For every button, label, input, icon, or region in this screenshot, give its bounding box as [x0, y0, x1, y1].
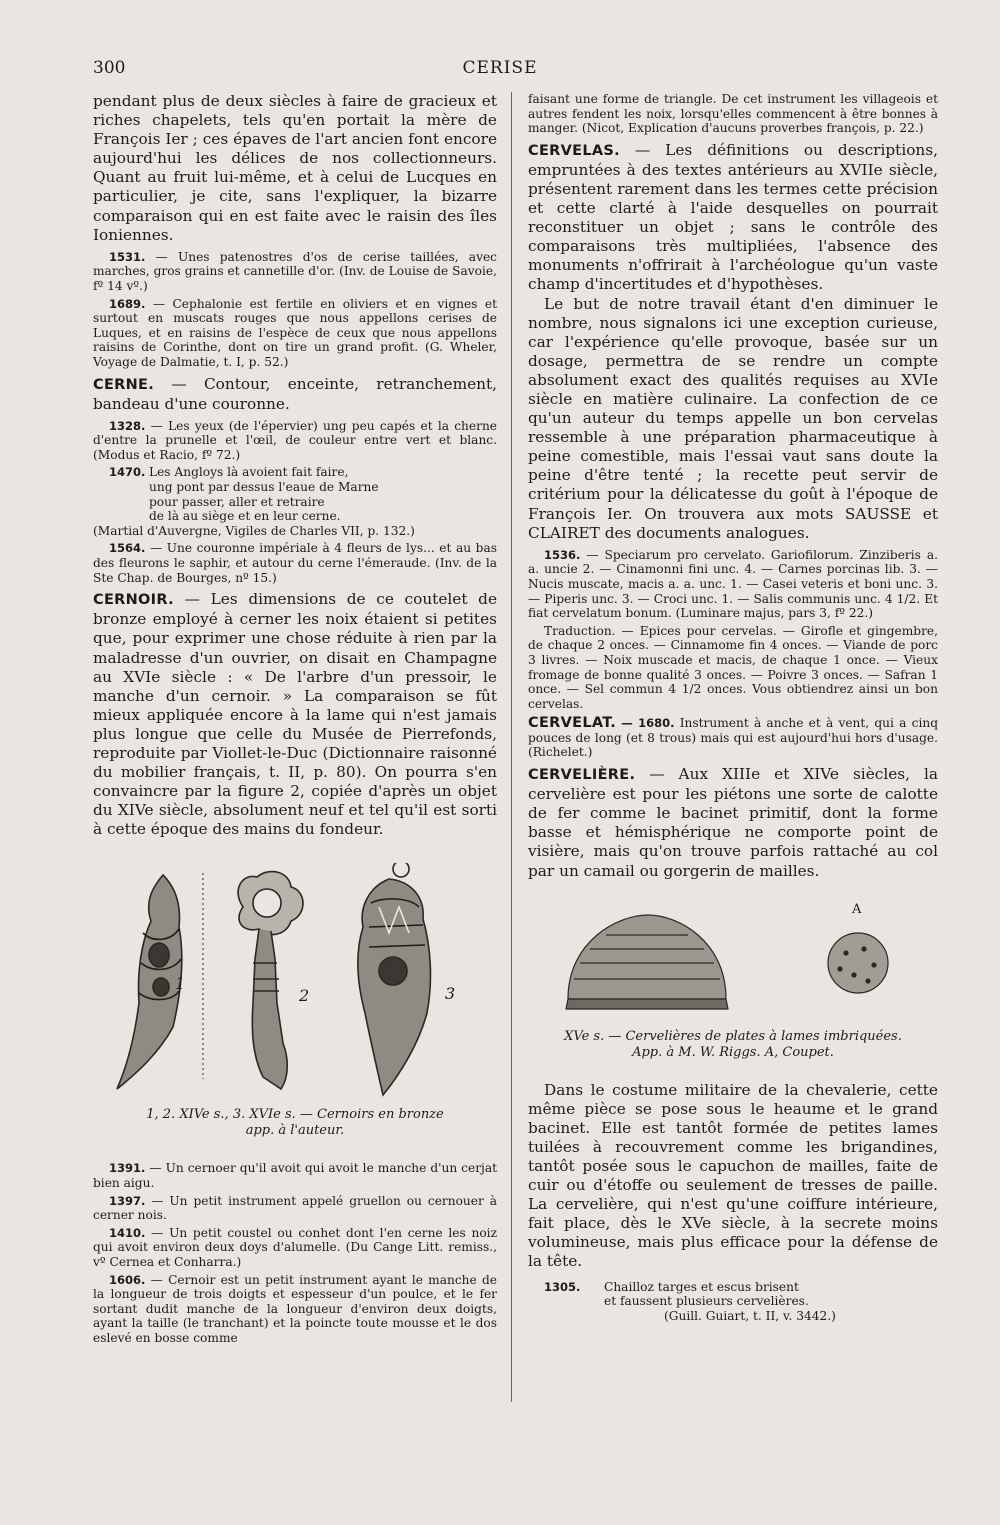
citation-1536: 1536. — Speciarum pro cervelato. Gariofilorum. Zinziberis a. a. uncie 2. — Cinamonni fini unc. 4. — Carnes porcinas lib. 3. — Nucis muscate, macis a. a. unc. 1. — Casei veteris et boni unc. 3. — Piperis unc. 3. — Croci unc. 1. — Salis communis unc. 4 1/2. Et fiat cervelatum bonum. (Luminare majus, pars 3, fº 22.) — [528, 547, 939, 621]
cernoirs-figure — [93, 863, 497, 1101]
entry-cerne: CERNE. — Contour, enceinte, retranchement, bandeau d'une couronne. — [93, 374, 497, 413]
fig-label-3: 3 — [445, 984, 456, 1004]
citation-1531: 1531. — Unes patenostres d'os de cerise taillées, avec marches, gros grains et cannetille d'or. (Inv. de Louise de Savoie, fº 14 vº.) — [93, 249, 498, 293]
entry-cernoir: CERNOIR. — Les dimensions de ce coutelet de bronze employé à cerner les noix étaient si petites que, pour exprimer une chose réduite à rien par la maladresse d'un ouvrier, on disait en Champagne au XVIe siècle : « De l'arbre d'un pressoir, le manche d'un cernoir. » La comparaison se fût mieux appliquée encore à la lame qui n'est jamais plus longue que celle du Musée de Pierrefonds, reproduite par Viollet-le-Duc (Dictionnaire raisonné du mobilier français, t. II, p. 80). On pourra s'en convaincre par la figure 2, copiée d'après un objet du XIVe siècle, absolument neuf et tel qu'il est sorti à cette époque des mains du fondeur. — [93, 590, 497, 839]
page-number: 300 — [93, 58, 126, 78]
headword: CERNE. — [93, 376, 155, 393]
entry-cervelas: CERVELAS. — Les définitions ou descriptions, empruntées à des textes antérieurs au XVIIe siècle, présentent rarement dans les termes cette précision et cette clarté à l'aide desquelles on pourrait reconstituer un objet ; sans le contrôle des comparaisons très multipliées, l'absence des monuments n'offrirait à l'archéologue qu'un vaste champ d'incertitudes et d'hypothèses. — [528, 140, 938, 294]
entry-cerveliere: CERVELIÈRE. — Aux XIIIe et XIVe siècles, la cervelière est pour les piétons une sorte de calotte de fer comme le bacinet primitif, dont la forme basse et hémisphérique ne comporte point de visière, mais qu'on trouve parfois rattaché au col par un camail ou gorgerin de mailles. — [528, 765, 938, 880]
verse-1305: 1305. Chailloz targes et escus brisent et faussent plusieurs cervelières. (Guill. Guiart, t. II, v. 3442.) — [544, 1279, 836, 1323]
paragraph: Le but de notre travail étant d'en diminuer le nombre, nous signalons ici une exception curieuse, car l'expérience qu'elle provoque, basée sur un dosage, permettra de se rendre un compte absolument exact des qualités requises au XVIe siècle en matière culinaire. La confection de ce qu'un auteur du temps appelle un bon cervelas ressemble à une préparation pharmaceutique à peine comestible, mais l'essai vaut sans doute la peine d'être tenté ; la recette peut servir de critérium pour la délicatesse du goût à l'époque de François Ier. On trouvera aux mots SAUSSE et CLAIRET des documents analogues. — [528, 294, 938, 542]
citation-1391: 1391. — Un cernoer qu'il avoit qui avoit le manche d'un cerjat bien aigu. — [93, 1161, 497, 1191]
citation-1410: 1410. — Un petit coustel ou conhet dont l'en cerne les noiz qui avoit environ deux doys d'alumelle. (Du Cange Litt. remiss., vº Cernea et Conharra.) — [93, 1225, 498, 1269]
entry-cervelat: CERVELAT. — 1680. Instrument à anche et à vent, qui a cinq pouces de long (et 8 trous) mais qui est aujourd'hui hors d'usage. (Richelet.) — [528, 715, 938, 760]
citation-1564: 1564. — Une couronne impériale à 4 fleurs de lys... et au bas des fleurons le saphir, et autour du cerne l'émeraude. (Inv. de la Ste Chap. de Bourges, nº 15.) — [93, 541, 497, 585]
verse-source: (Martial d'Auvergne, Vigiles de Charles VII, p. 132.) — [93, 523, 415, 538]
paragraph: pendant plus de deux siècles à faire de gracieux et riches chapelets, tels qu'en portait la mère de François Ier ; ces épaves de l'art ancien font encore aujourd'hui les délices de nos collectionneurs. Quant au fruit lui-même, et à celui de Lucques en particulier, je cite, sans l'expliquer, la bizarre comparaison qui en est faite avec le raisin des îles Ioniennes. — [93, 92, 497, 244]
headword: CERNOIR. — [93, 592, 174, 609]
column-rule — [511, 92, 512, 1402]
citation-continued: faisant une forme de triangle. De cet instrument les villageois et autres fendent les noix, lorsqu'elles commencent à être bonnes à manger. (Nicot, Explication d'aucuns proverbes françois, p. 22.) — [528, 92, 938, 136]
translation: Traduction. — Epices pour cervelas. — Girofle et gingembre, de chaque 2 onces. — Cinnamome fin 4 onces. — Viande de porc 3 livres. — Noix muscade et macis, de chaque 1 once. — Vieux fromage de bonne qualité 3 onces. — Poivre 3 onces. — Safran 1 once. — Sel commun 4 1/2 onces. Vous obtiendrez ainsi un bon cervelas. — [528, 623, 938, 711]
headword: CERVELAS. — [528, 142, 620, 159]
figure-caption: XVe s. — Cervelières de plates à lames imbriquées. App. à M. W. Riggs. A, Coupet. — [564, 1028, 902, 1060]
fig-label-1: 1 — [175, 974, 186, 994]
headword: CERVELIÈRE. — [528, 767, 636, 784]
running-head: CERISE — [462, 58, 538, 78]
citation-1397: 1397. — Un petit instrument appelé gruellon ou cernouer à cerner nois. — [93, 1193, 497, 1223]
citation-1606: 1606. — Cernoir est un petit instrument ayant le manche de la longueur de trois doigts et espesseur d'un poulce, et le fer sortant dudit manche de la longueur d'environ deux doigts, ayant la taille (le tranchant) et la poincte toute mousse et le dos eslevé en bosse comme — [93, 1272, 497, 1345]
left-column — [93, 92, 497, 1346]
paragraph: Dans le costume militaire de la chevalerie, cette même pièce se pose sous le heaume et le grand bacinet. Elle est tantôt formée de petites lames tuilées à recouvrement comme les brigandines, tantôt posée sous le capuchon de mailles, faite de cuir ou d'étoffe ou seulement de tresses de paille. La cervelière, qui n'est qu'une coiffure intérieure, fait place, dès le XVe siècle, à la secrete moins volumineuse, mais plus efficace pour la défense de la tête. — [528, 1080, 938, 1271]
figure-caption: 1, 2. XIVe s., 3. XVIe s. — Cernoirs en bronze app. à l'auteur. — [146, 1107, 444, 1139]
right-column — [528, 92, 938, 1323]
headword: CERVELAT. — [528, 715, 617, 732]
fig-label-a: A — [852, 901, 862, 917]
citation-1328: 1328. — Les yeux (de l'épervier) ung peu capés et la cherne d'entre la prunelle et l'œil, de couleur entre vert et blanc. (Modus et Racio, fº 72.) — [93, 418, 498, 462]
verse-1470: 1470. Les Angloys là avoient fait faire, ung pont par dessus l'eaue de Marne pour passer, aller et retraire de là au siège et en leur cerne. — [109, 465, 379, 524]
citation-1689: 1689. — Cephalonie est fertile en oliviers et en vignes et surtout en muscats rouges que nous appellons cerises de Luques, et en raisins de l'espèce de ceux que nous appellons raisins de Corinthe, dont on tire un grand profit. (G. Wheler, Voyage de Dalmatie, t. I, p. 52.) — [93, 296, 497, 369]
fig-label-2: 2 — [299, 986, 310, 1006]
cervelieres-figure — [528, 901, 938, 1021]
